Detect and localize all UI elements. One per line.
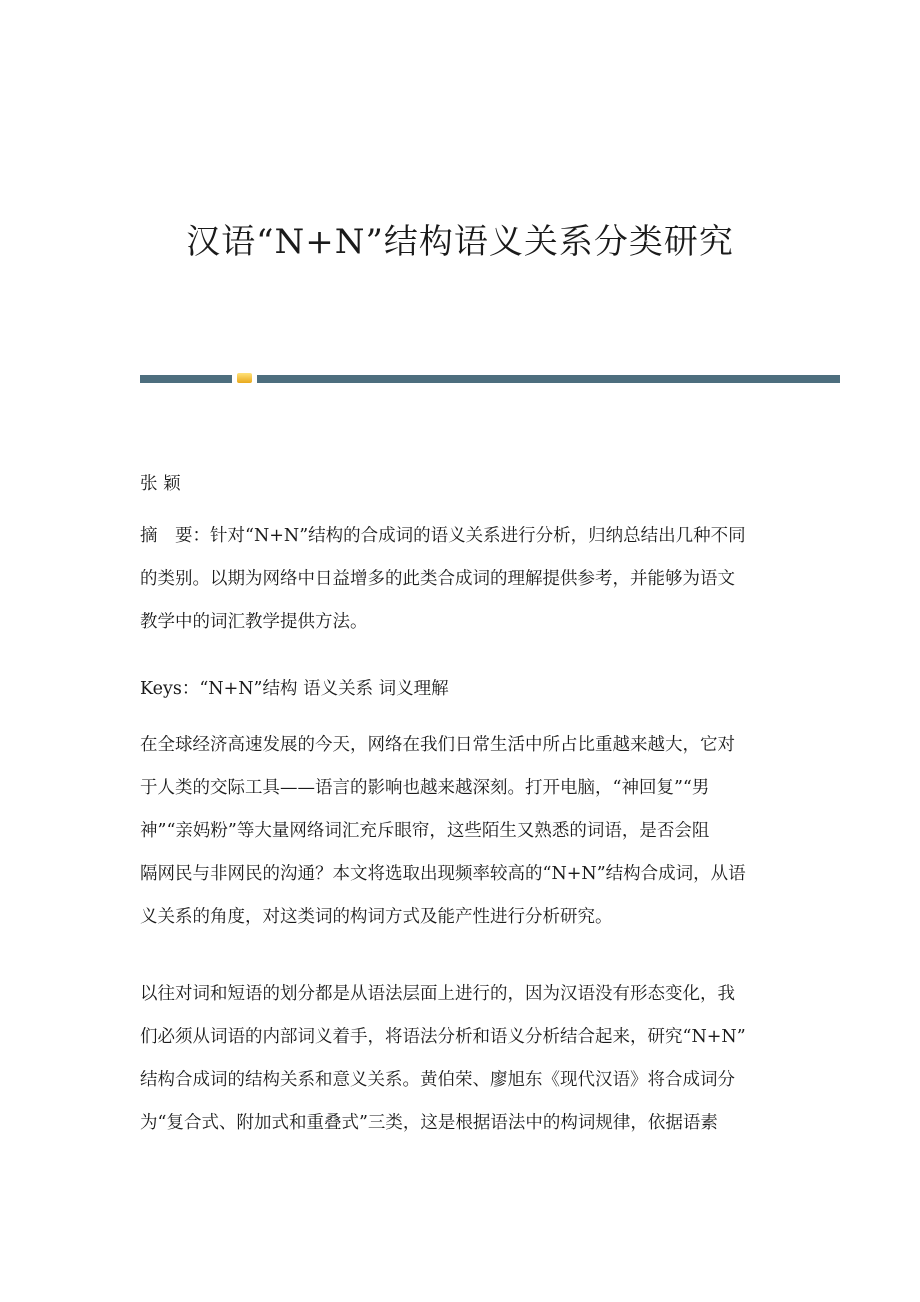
paragraph-line: 为“复合式、附加式和重叠式”三类，这是根据语法中的构词规律，依据语素 (140, 1113, 718, 1133)
abstract-line: 摘 要：针对“N+N”结构的合成词的语义关系进行分析，归纳总结出几种不同 (140, 526, 746, 546)
paragraph-line: 在全球经济高速发展的今天，网络在我们日常生活中所占比重越来越大，它对 (140, 735, 735, 755)
author: 张 颖 (140, 474, 181, 494)
paragraph-2 (140, 973, 746, 1145)
paragraph-line: 结构合成词的结构关系和意义关系。黄伯荣、廖旭东《现代汉语》将合成词分 (140, 1070, 735, 1090)
paragraph-line: 们必须从词语的内部词义着手，将语法分析和语义分析结合起来，研究“N+N” (140, 1027, 746, 1047)
paragraph-line: 隔网民与非网民的沟通？本文将选取出现频率较高的“N+N”结构合成词，从语 (140, 864, 746, 884)
divider-bar-right (257, 375, 840, 383)
divider-bar-left (140, 375, 232, 383)
abstract (140, 515, 746, 644)
paragraph-line: 义关系的角度，对这类词的构词方式及能产性进行分析研究。 (140, 907, 613, 927)
abstract-line: 教学中的词汇教学提供方法。 (140, 612, 368, 632)
paragraph-line: 于人类的交际工具——语言的影响也越来越深刻。打开电脑，“神回复”“男 (140, 778, 710, 798)
decorative-gold-icon (237, 373, 252, 383)
document-title: 汉语“N+N”结构语义关系分类研究 (186, 222, 734, 262)
abstract-line: 的类别。以期为网络中日益增多的此类合成词的理解提供参考，并能够为语文 (140, 569, 735, 589)
paragraph-line: 以往对词和短语的划分都是从语法层面上进行的，因为汉语没有形态变化，我 (140, 984, 735, 1004)
keywords: Keys：“N+N”结构 语义关系 词义理解 (140, 679, 449, 699)
paragraph-1 (140, 724, 746, 939)
paragraph-line: 神”“亲妈粉”等大量网络词汇充斥眼帘，这些陌生又熟悉的词语，是否会阻 (140, 821, 710, 841)
